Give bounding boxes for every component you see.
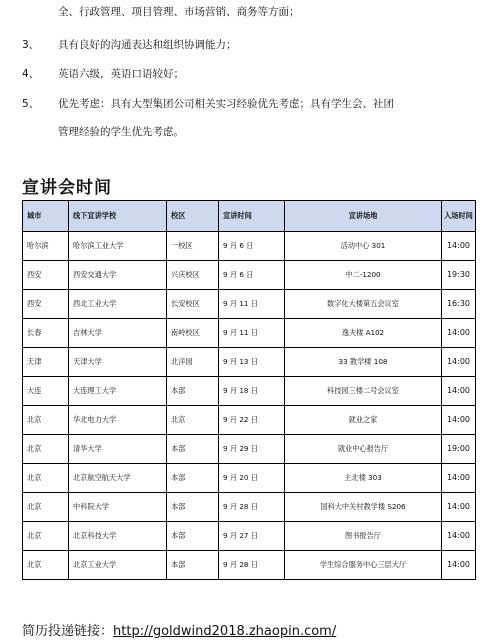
cell-campus: 一校区 xyxy=(167,232,219,261)
cell-entry-time: 14:00 xyxy=(442,348,476,377)
cell-campus: 兴庆校区 xyxy=(167,261,219,290)
header-school: 线下宣讲学校 xyxy=(69,201,167,232)
cell-city: 北京 xyxy=(23,522,69,551)
table-row xyxy=(23,406,476,435)
cell-city: 天津 xyxy=(23,348,69,377)
cell-venue: 就业之家 xyxy=(285,406,442,435)
cell-campus: 本部 xyxy=(167,551,219,580)
cell-venue: 图书报告厅 xyxy=(285,522,442,551)
cell-venue: 就业中心报告厅 xyxy=(285,435,442,464)
cell-campus: 本部 xyxy=(167,435,219,464)
cell-school: 中科院大学 xyxy=(69,493,167,522)
schedule-table xyxy=(22,200,476,580)
table-header-row xyxy=(23,201,476,232)
cell-city: 北京 xyxy=(23,464,69,493)
cell-entry-time: 14:00 xyxy=(442,522,476,551)
schedule-heading: 宣讲会时间 xyxy=(22,178,112,198)
resume-submission xyxy=(22,620,336,639)
cell-school: 华北电力大学 xyxy=(69,406,167,435)
requirement-4-text: 英语六级，英语口语较好； xyxy=(58,68,184,80)
requirement-5-number: 5、 xyxy=(22,98,40,110)
cell-date: 9 月 6 日 xyxy=(219,261,285,290)
cell-venue: 主北楼 303 xyxy=(285,464,442,493)
cell-city: 西安 xyxy=(23,261,69,290)
table-row xyxy=(23,319,476,348)
requirement-3-text: 具有良好的沟通表达和组织协调能力； xyxy=(58,39,237,51)
cell-school: 天津大学 xyxy=(69,348,167,377)
cell-entry-time: 16:30 xyxy=(442,290,476,319)
cell-date: 9 月 29 日 xyxy=(219,435,285,464)
cell-entry-time: 19:30 xyxy=(442,261,476,290)
cell-entry-time: 14:00 xyxy=(442,319,476,348)
cell-date: 9 月 6 日 xyxy=(219,232,285,261)
cell-campus: 北京 xyxy=(167,406,219,435)
cell-date: 9 月 11 日 xyxy=(219,290,285,319)
requirement-line-continued: 全、行政管理、项目管理、市场营销、商务等方面； xyxy=(58,6,300,18)
cell-entry-time: 14:00 xyxy=(442,551,476,580)
table-row xyxy=(23,493,476,522)
table-row xyxy=(23,290,476,319)
cell-date: 9 月 13 日 xyxy=(219,348,285,377)
cell-entry-time: 14:00 xyxy=(442,493,476,522)
table-row xyxy=(23,551,476,580)
cell-school: 清华大学 xyxy=(69,435,167,464)
cell-venue: 逸夫楼 A102 xyxy=(285,319,442,348)
cell-entry-time: 14:00 xyxy=(442,464,476,493)
cell-city: 大连 xyxy=(23,377,69,406)
resume-link-label: 简历投递链接： xyxy=(22,624,114,639)
table-row xyxy=(23,261,476,290)
cell-city: 西安 xyxy=(23,290,69,319)
cell-entry-time: 14:00 xyxy=(442,406,476,435)
cell-campus: 本部 xyxy=(167,377,219,406)
cell-entry-time: 14:00 xyxy=(442,377,476,406)
cell-school: 哈尔滨工业大学 xyxy=(69,232,167,261)
header-venue: 宣讲场地 xyxy=(285,201,442,232)
cell-venue: 国科大中关村教学楼 S206 xyxy=(285,493,442,522)
cell-date: 9 月 28 日 xyxy=(219,551,285,580)
cell-campus: 本部 xyxy=(167,493,219,522)
cell-date: 9 月 11 日 xyxy=(219,319,285,348)
table-row xyxy=(23,232,476,261)
table-row xyxy=(23,377,476,406)
cell-venue: 科技园三楼二号会议室 xyxy=(285,377,442,406)
cell-date: 9 月 27 日 xyxy=(219,522,285,551)
cell-city: 北京 xyxy=(23,406,69,435)
cell-venue: 中二-1200 xyxy=(285,261,442,290)
cell-school: 西北工业大学 xyxy=(69,290,167,319)
cell-entry-time: 19:00 xyxy=(442,435,476,464)
cell-campus: 本部 xyxy=(167,522,219,551)
cell-venue: 数字化大楼第五会议室 xyxy=(285,290,442,319)
header-campus: 校区 xyxy=(167,201,219,232)
cell-school: 大连理工大学 xyxy=(69,377,167,406)
header-date: 宣讲时间 xyxy=(219,201,285,232)
cell-campus: 长安校区 xyxy=(167,290,219,319)
cell-city: 北京 xyxy=(23,493,69,522)
cell-entry-time: 14:00 xyxy=(442,232,476,261)
requirement-5-text: 优先考虑：具有大型集团公司相关实习经验优先考虑；具有学生会、社团 xyxy=(58,98,394,110)
cell-date: 9 月 22 日 xyxy=(219,406,285,435)
cell-campus: 本部 xyxy=(167,464,219,493)
cell-campus: 北洋园 xyxy=(167,348,219,377)
cell-venue: 学生综合服务中心三层大厅 xyxy=(285,551,442,580)
table-row xyxy=(23,464,476,493)
table-row xyxy=(23,348,476,377)
cell-date: 9 月 28 日 xyxy=(219,493,285,522)
cell-city: 北京 xyxy=(23,435,69,464)
cell-city: 长春 xyxy=(23,319,69,348)
requirement-3-number: 3、 xyxy=(22,39,40,51)
cell-venue: 33 教学楼 108 xyxy=(285,348,442,377)
cell-school: 西安交通大学 xyxy=(69,261,167,290)
requirement-5-text-continued: 管理经验的学生优先考虑。 xyxy=(58,126,184,138)
cell-school: 北京航空航天大学 xyxy=(69,464,167,493)
cell-school: 吉林大学 xyxy=(69,319,167,348)
cell-school: 北京科技大学 xyxy=(69,522,167,551)
table-row xyxy=(23,435,476,464)
header-city: 城市 xyxy=(23,201,69,232)
cell-city: 北京 xyxy=(23,551,69,580)
header-entry-time: 入场时间 xyxy=(442,201,476,232)
resume-link[interactable]: http://goldwind2018.zhaopin.com/ xyxy=(113,624,337,639)
cell-city: 哈尔滨 xyxy=(23,232,69,261)
cell-school: 北京工业大学 xyxy=(69,551,167,580)
cell-date: 9 月 20 日 xyxy=(219,464,285,493)
cell-venue: 活动中心 301 xyxy=(285,232,442,261)
cell-campus: 南岭校区 xyxy=(167,319,219,348)
cell-date: 9 月 18 日 xyxy=(219,377,285,406)
table-row xyxy=(23,522,476,551)
requirement-4-number: 4、 xyxy=(22,68,40,80)
